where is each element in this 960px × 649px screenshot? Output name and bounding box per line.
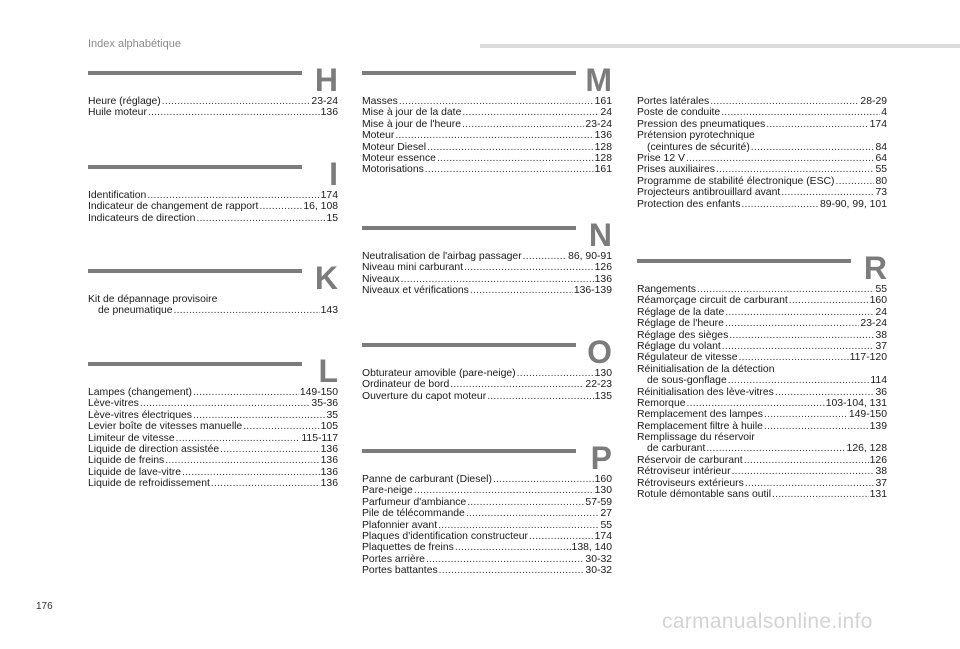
section-letter: M bbox=[585, 62, 612, 98]
index-entry: Pression des pneumatiques ..... 174 bbox=[637, 119, 887, 130]
page-number: 176 bbox=[36, 601, 53, 612]
section-letter: I bbox=[329, 156, 338, 192]
index-entry: Levier boîte de vitesses manuelle ..... 105 bbox=[88, 421, 338, 432]
section-rule bbox=[88, 71, 302, 75]
index-entry: Mise à jour de la date ..... 24 bbox=[362, 107, 612, 118]
index-entry: Portes battantes ..... 30-32 bbox=[362, 565, 612, 576]
section-n bbox=[362, 217, 612, 297]
index-entry: Plafonnier avant ..... 55 bbox=[362, 520, 612, 531]
index-entry: Rétroviseur intérieur ..... 38 bbox=[637, 466, 887, 477]
index-entry: Plaques d'identification constructeur ..... 174 bbox=[362, 531, 612, 542]
section-heading bbox=[362, 62, 612, 98]
index-entry: Limiteur de vitesse ..... 115-117 bbox=[88, 433, 338, 444]
index-entry: Plaquettes de freins ..... 138, 140 bbox=[362, 542, 612, 553]
index-entry: Motorisations ..... 161 bbox=[362, 164, 612, 175]
index-list bbox=[362, 368, 612, 402]
index-entry: Remplacement des lampes ..... 149-150 bbox=[637, 409, 887, 420]
index-entry: Huile moteur ..... 136 bbox=[88, 107, 338, 118]
index-entry: Lampes (changement) ..... 149-150 bbox=[88, 387, 338, 398]
index-list bbox=[362, 96, 612, 176]
section-letter: R bbox=[863, 250, 887, 286]
index-entry: Réinitialisation des lève-vitres ..... 36 bbox=[637, 387, 887, 398]
section-rule bbox=[362, 449, 576, 453]
index-entry: Réglage des sièges ..... 38 bbox=[637, 330, 887, 341]
index-entry: de sous-gonflage ..... 114 bbox=[637, 375, 887, 386]
index-entry: Moteur Diesel ..... 128 bbox=[362, 142, 612, 153]
header-bar bbox=[480, 44, 960, 48]
section-heading bbox=[88, 260, 338, 296]
index-entry: Rétroviseurs extérieurs ..... 37 bbox=[637, 478, 887, 489]
index-entry: Niveau mini carburant ..... 126 bbox=[362, 262, 612, 273]
index-list bbox=[88, 387, 338, 490]
index-entry: Réamorçage circuit de carburant ..... 160 bbox=[637, 295, 887, 306]
index-entry: Remplacement filtre à huile ..... 139 bbox=[637, 421, 887, 432]
section-rule bbox=[88, 269, 302, 273]
index-entry: Moteur ..... 136 bbox=[362, 130, 612, 141]
section-heading bbox=[88, 156, 338, 192]
index-entry: Prise 12 V ..... 64 bbox=[637, 153, 887, 164]
index-entry: Pare-neige ..... 130 bbox=[362, 485, 612, 496]
index-entry: Moteur essence ..... 128 bbox=[362, 153, 612, 164]
section-i bbox=[88, 156, 338, 224]
index-entry: Projecteurs antibrouillard avant ..... 73 bbox=[637, 187, 887, 198]
index-entry: Réglage de la date ..... 24 bbox=[637, 307, 887, 318]
index-entry: Poste de conduite ..... 4 bbox=[637, 107, 887, 118]
index-list bbox=[362, 251, 612, 297]
index-entry: Masses ..... 161 bbox=[362, 96, 612, 107]
section-k bbox=[88, 260, 338, 317]
index-entry: de pneumatique ..... 143 bbox=[88, 305, 338, 316]
section-heading bbox=[88, 353, 338, 389]
index-entry: Régulateur de vitesse ..... 117-120 bbox=[637, 352, 887, 363]
section-heading bbox=[362, 217, 612, 253]
index-list bbox=[637, 96, 887, 210]
section-letter: O bbox=[587, 334, 612, 370]
section-rule bbox=[362, 226, 576, 230]
index-entry: Remplissage du réservoir bbox=[637, 432, 755, 444]
index-entry: Liquide de freins ..... 136 bbox=[88, 455, 338, 466]
index-entry: Lève-vitres ..... 35-36 bbox=[88, 398, 338, 409]
index-entry: Réinitialisation de la détection bbox=[637, 363, 775, 375]
index-entry: Pile de télécommande ..... 27 bbox=[362, 508, 612, 519]
section-p bbox=[362, 440, 612, 577]
index-entry: Liquide de lave-vitre ..... 136 bbox=[88, 467, 338, 478]
index-entry: Mise à jour de l'heure ..... 23-24 bbox=[362, 119, 612, 130]
section-letter: H bbox=[314, 62, 338, 98]
index-entry: (ceintures de sécurité) ..... 84 bbox=[637, 142, 887, 153]
index-entry: Rotule démontable sans outil ..... 131 bbox=[637, 489, 887, 500]
index-entry: Panne de carburant (Diesel) ..... 160 bbox=[362, 474, 612, 485]
index-list bbox=[88, 294, 338, 317]
section-heading bbox=[362, 334, 612, 370]
index-entry: Rangements ..... 55 bbox=[637, 284, 887, 295]
index-list bbox=[88, 96, 338, 119]
index-entry: Niveaux ..... 136 bbox=[362, 274, 612, 285]
section-letter: K bbox=[314, 260, 338, 296]
index-entry: Identification ..... 174 bbox=[88, 190, 338, 201]
section-h bbox=[88, 62, 338, 119]
section-rule bbox=[362, 343, 576, 347]
section-rule bbox=[637, 259, 851, 263]
section-m bbox=[362, 62, 612, 176]
index-entry: Heure (réglage) ..... 23-24 bbox=[88, 96, 338, 107]
index-entry: Réservoir de carburant ..... 126 bbox=[637, 455, 887, 466]
index-entry: Obturateur amovible (pare-neige) ..... 130 bbox=[362, 368, 612, 379]
section-heading bbox=[637, 250, 887, 286]
index-entry: Liquide de refroidissement ..... 136 bbox=[88, 478, 338, 489]
index-entry: Protection des enfants ..... 89-90, 99, 101 bbox=[637, 199, 887, 210]
index-entry: Lève-vitres électriques ..... 35 bbox=[88, 410, 338, 421]
section-rule bbox=[88, 165, 302, 169]
section-o bbox=[362, 334, 612, 402]
section-heading bbox=[88, 62, 338, 98]
section-p-continued bbox=[637, 96, 887, 210]
index-entry: Programme de stabilité électronique (ESC) ..... 80 bbox=[637, 176, 887, 187]
index-entry: Parfumeur d'ambiance ..... 57-59 bbox=[362, 497, 612, 508]
section-letter: N bbox=[588, 217, 612, 253]
section-r bbox=[637, 250, 887, 501]
page-header-title: Index alphabétique bbox=[88, 38, 181, 50]
watermark: carmanualsonline.info bbox=[662, 610, 873, 633]
section-l bbox=[88, 353, 338, 490]
section-rule bbox=[362, 71, 576, 75]
index-list bbox=[88, 190, 338, 224]
index-entry: Prétension pyrotechnique bbox=[637, 130, 755, 142]
index-entry: Indicateurs de direction ..... 15 bbox=[88, 213, 338, 224]
section-letter: L bbox=[318, 353, 338, 389]
index-entry: Kit de dépannage provisoire bbox=[88, 293, 218, 305]
index-entry: Réglage du volant ..... 37 bbox=[637, 341, 887, 352]
index-entry: Prises auxiliaires ..... 55 bbox=[637, 164, 887, 175]
index-entry: Remorque ..... 103-104, 131 bbox=[637, 398, 887, 409]
index-entry: Ordinateur de bord ..... 22-23 bbox=[362, 379, 612, 390]
index-entry: Portes latérales ..... 28-29 bbox=[637, 96, 887, 107]
section-rule bbox=[88, 362, 302, 366]
index-list bbox=[637, 284, 887, 500]
index-entry: Ouverture du capot moteur ..... 135 bbox=[362, 391, 612, 402]
index-entry: Neutralisation de l'airbag passager ..... 86, 90-91 bbox=[362, 251, 612, 262]
section-letter: P bbox=[590, 440, 612, 476]
section-heading bbox=[362, 440, 612, 476]
index-entry: Indicateur de changement de rapport ..... 16, 108 bbox=[88, 201, 338, 212]
index-entry: Portes arrière ..... 30-32 bbox=[362, 554, 612, 565]
index-list bbox=[362, 474, 612, 577]
index-entry: Liquide de direction assistée ..... 136 bbox=[88, 444, 338, 455]
index-entry: de carburant ..... 126, 128 bbox=[637, 443, 887, 454]
index-entry: Niveaux et vérifications ..... 136-139 bbox=[362, 285, 612, 296]
index-entry: Réglage de l'heure ..... 23-24 bbox=[637, 318, 887, 329]
